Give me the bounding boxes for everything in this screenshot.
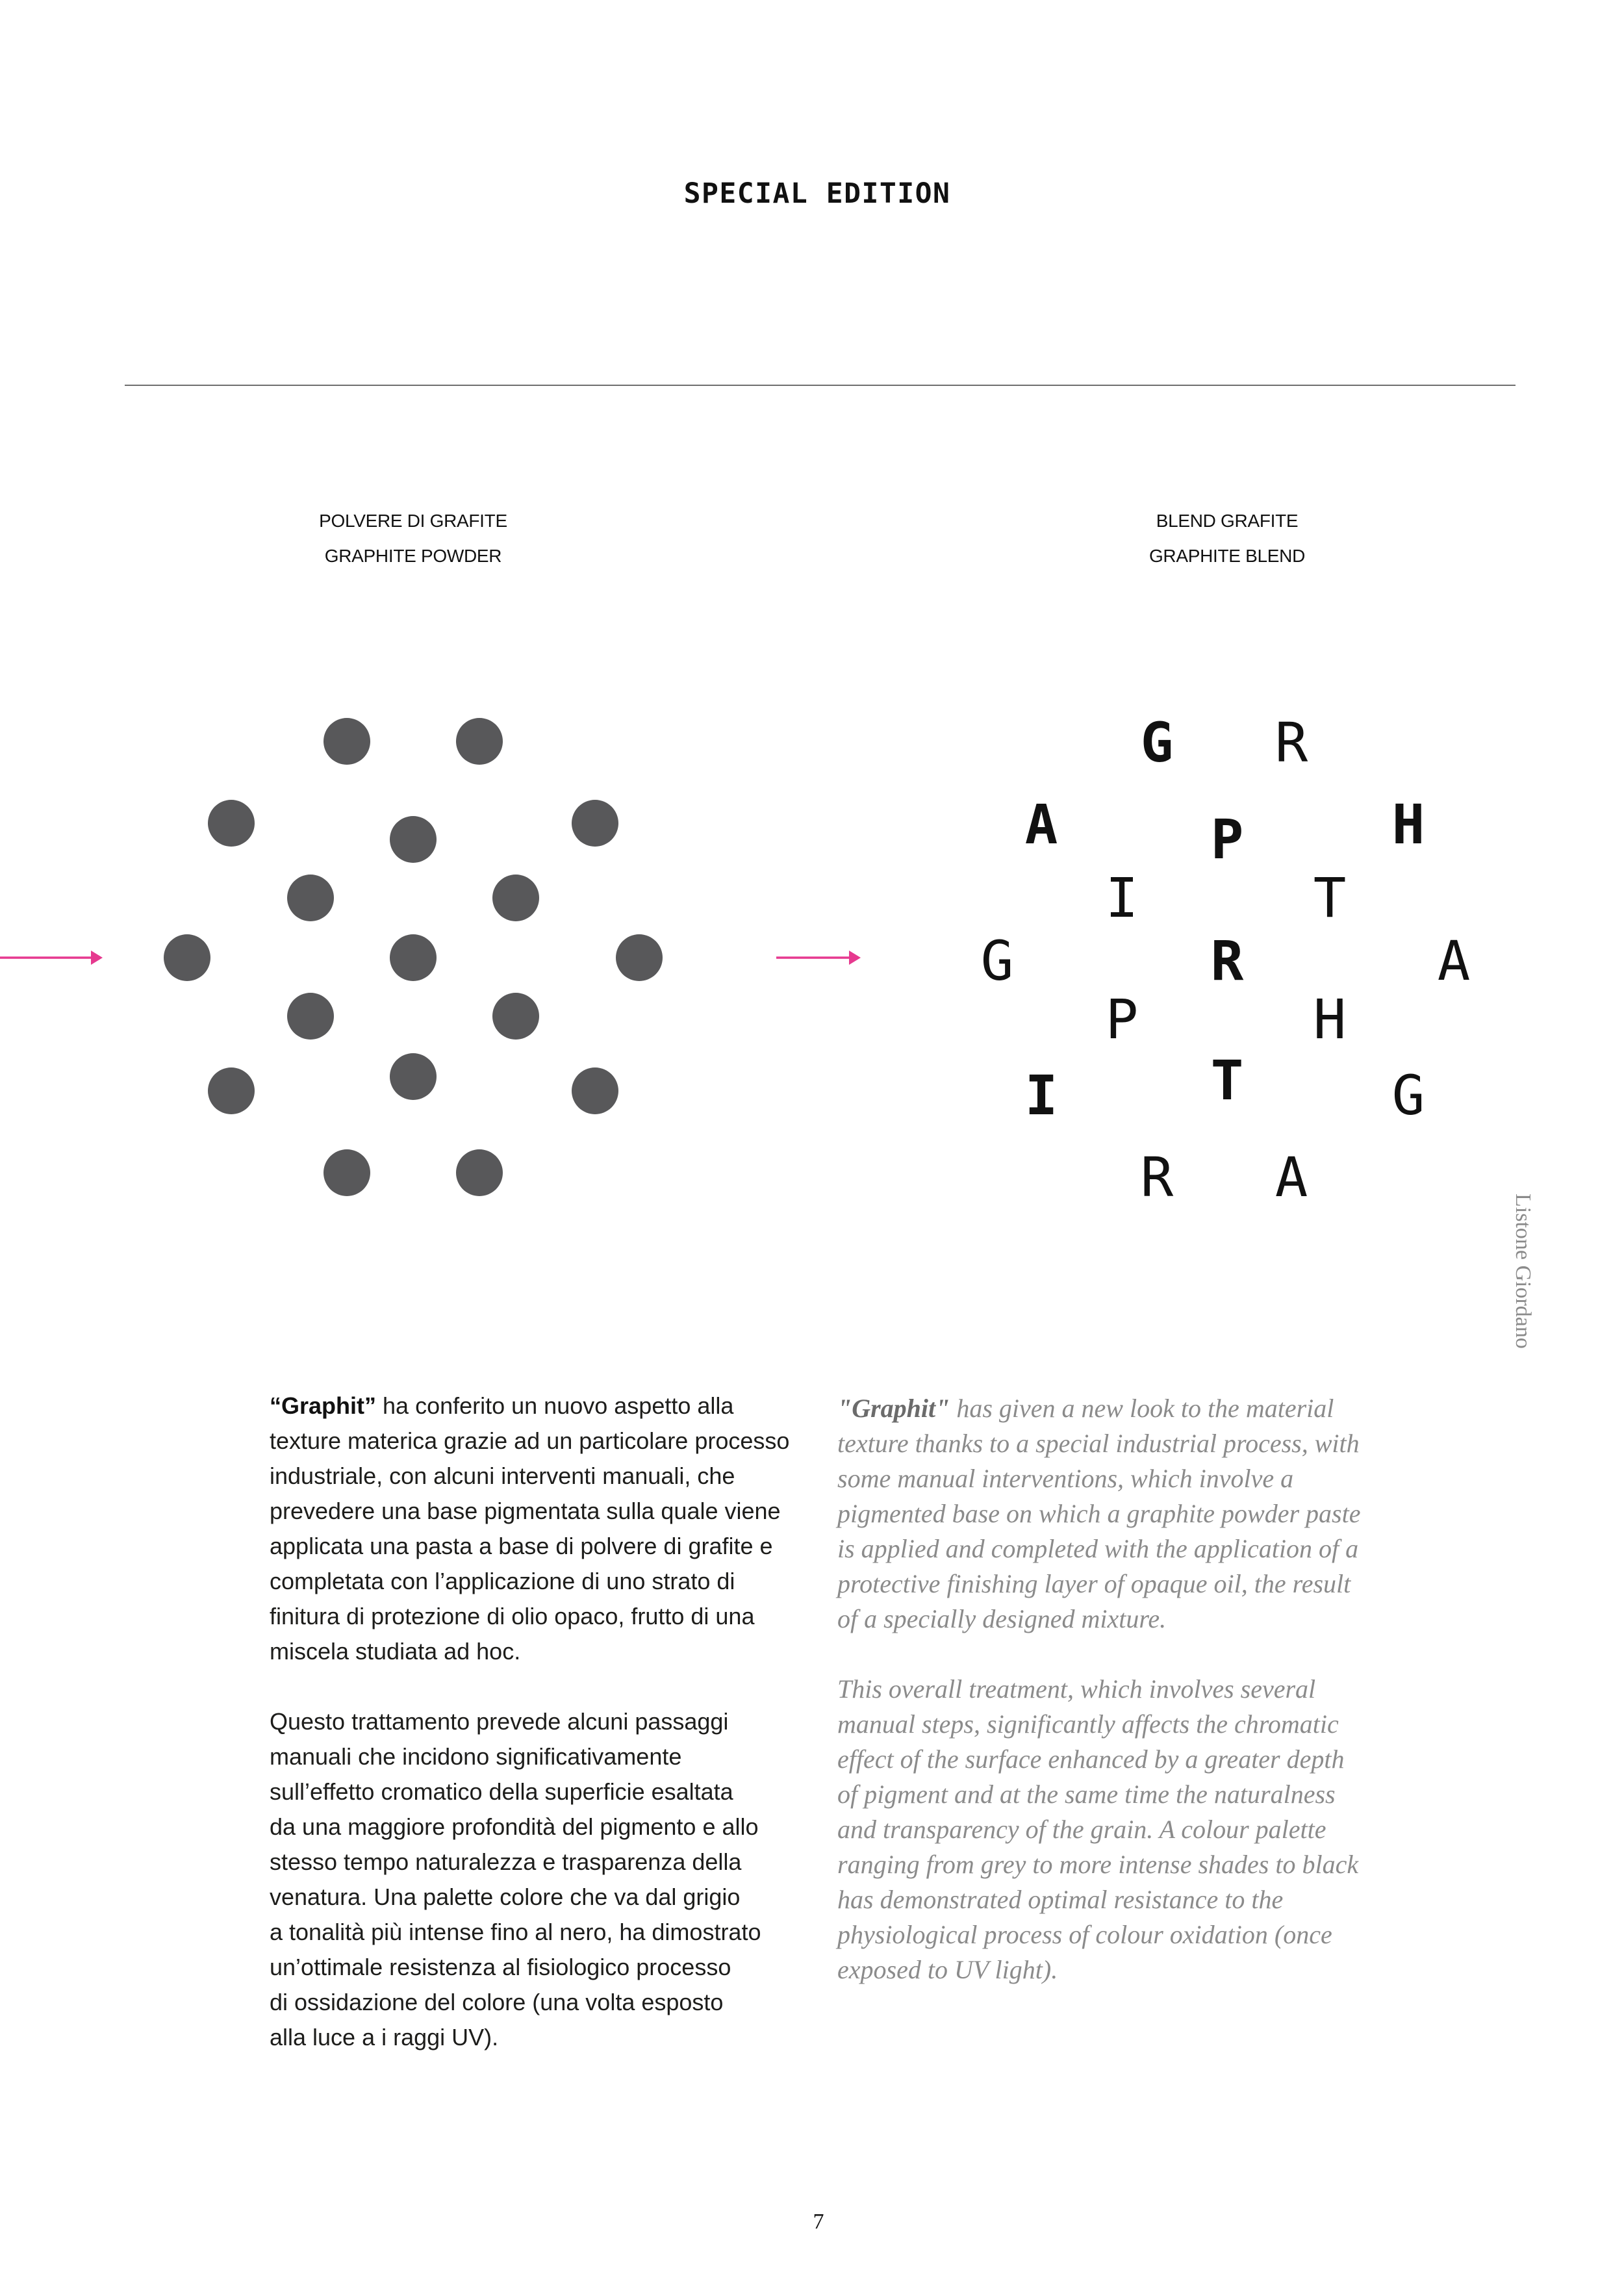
paragraph-gap	[270, 1669, 828, 1704]
text-column-italian	[270, 1388, 828, 2055]
text-line: miscela studiata ad hoc.	[270, 1638, 521, 1665]
blend-letter: H	[1313, 988, 1347, 1051]
lead-bold: “Graphit”	[270, 1392, 377, 1419]
arrow-right-icon	[773, 942, 864, 975]
divider-line	[125, 385, 1516, 386]
graphite-dot	[456, 1149, 503, 1196]
text-line: and transparency of the grain. A colour palette	[837, 1815, 1326, 1844]
text-line: This overall treatment, which involves several	[837, 1674, 1316, 1704]
graphite-dot	[287, 875, 334, 921]
text-line: effect of the surface enhanced by a greater depth	[837, 1744, 1345, 1774]
blend-letter: G	[1140, 711, 1174, 774]
blend-letter: R	[1140, 1145, 1174, 1209]
blend-label-en: GRAPHITE BLEND	[1148, 546, 1306, 566]
arrow-head	[849, 951, 861, 965]
text-line: is applied and completed with the application of a	[837, 1534, 1359, 1563]
powder-label-it: POLVERE DI GRAFITE	[319, 511, 507, 531]
powder-label	[186, 504, 641, 574]
blend-letter: G	[980, 929, 1014, 993]
graphite-powder-dots	[130, 682, 715, 1234]
graphite-dot	[287, 993, 334, 1040]
text-line: stesso tempo naturalezza e trasparenza della	[270, 1848, 742, 1875]
text-line: texture thanks to a special industrial process, with	[837, 1429, 1360, 1458]
blend-letter: A	[1024, 793, 1058, 856]
text-line	[837, 1391, 1461, 1426]
text-line: physiological process of colour oxidation (once	[837, 1920, 1332, 1949]
text-line: Questo trattamento prevede alcuni passaggi	[270, 1708, 729, 1735]
graphite-dot	[492, 993, 539, 1040]
arrow-head	[91, 951, 103, 965]
arrow-right-icon	[0, 942, 110, 975]
text-line: un’ottimale resistenza al fisiologico processo	[270, 1954, 731, 1980]
powder-label-en: GRAPHITE POWDER	[324, 546, 502, 566]
text-line: some manual interventions, which involve a	[837, 1464, 1294, 1493]
text-line: alla luce a i raggi UV).	[270, 2024, 499, 2050]
blend-label-it: BLEND GRAFITE	[1156, 511, 1299, 531]
text-line: pigmented base on which a graphite powder paste	[837, 1499, 1361, 1528]
blend-letter: R	[1210, 929, 1244, 993]
text-line: texture materica grazie ad un particolare processo	[270, 1427, 790, 1454]
text-line: completata con l’applicazione di uno strato di	[270, 1568, 735, 1594]
text-line: manual steps, significantly affects the chromatic	[837, 1709, 1339, 1739]
graphite-dot	[456, 718, 503, 765]
blend-letter: A	[1275, 1145, 1308, 1209]
blend-letter: R	[1275, 711, 1308, 774]
blend-letter: H	[1391, 793, 1425, 856]
graphite-dot	[208, 800, 255, 847]
page-title: SPECIAL EDITION	[683, 177, 951, 210]
graphite-dot	[572, 800, 618, 847]
blend-letter: I	[1105, 866, 1139, 930]
blend-label	[1000, 504, 1454, 574]
graphite-dot	[390, 934, 437, 981]
graphite-dot	[324, 1149, 370, 1196]
graphite-dot	[616, 934, 663, 981]
text-line: sull’effetto cromatico della superficie esaltata	[270, 1778, 733, 1805]
blend-letter: P	[1105, 988, 1139, 1051]
text-line	[270, 1388, 828, 1424]
page-number: 7	[813, 2210, 824, 2234]
blend-letter: T	[1210, 1049, 1244, 1112]
paragraph-gap	[837, 1637, 1461, 1672]
graphite-dot	[208, 1067, 255, 1114]
blend-letter: G	[1391, 1064, 1425, 1127]
text-line: protective finishing layer of opaque oil, the result	[837, 1569, 1351, 1598]
text-line: venatura. Una palette colore che va dal grigio	[270, 1884, 741, 1910]
text-line: of pigment and at the same time the naturalness	[837, 1780, 1336, 1809]
blend-letter: P	[1210, 808, 1244, 871]
brand-logo: Listone Giordano	[1511, 1194, 1535, 1349]
text-line: industriale, con alcuni interventi manuali, che	[270, 1463, 735, 1489]
graphite-dot	[164, 934, 210, 981]
lead-bold: "Graphit"	[837, 1394, 950, 1423]
text-line: di ossidazione del colore (una volta esposto	[270, 1989, 724, 2015]
graphite-dot	[390, 1053, 437, 1100]
text-line: a tonalità più intense fino al nero, ha dimostrato	[270, 1919, 761, 1945]
text-line: da una maggiore profondità del pigmento e allo	[270, 1813, 759, 1840]
blend-letter: T	[1313, 866, 1347, 930]
text-line-rest: has given a new look to the material	[950, 1394, 1334, 1423]
text-line: finitura di protezione di olio opaco, frutto di una	[270, 1603, 755, 1629]
text-line: exposed to UV light).	[837, 1955, 1058, 1984]
graphite-dot	[390, 816, 437, 863]
text-column-english	[837, 1391, 1461, 1987]
graphite-dot	[324, 718, 370, 765]
text-line: of a specially designed mixture.	[837, 1604, 1167, 1633]
graphite-dot	[492, 875, 539, 921]
blend-letter: A	[1437, 929, 1471, 993]
text-line: ranging from grey to more intense shades to black	[837, 1850, 1359, 1879]
text-line: applicata una pasta a base di polvere di grafite e	[270, 1533, 773, 1559]
blend-letter: I	[1024, 1064, 1058, 1127]
text-line: has demonstrated optimal resistance to the	[837, 1885, 1284, 1914]
text-line: prevedere una base pigmentata sulla quale viene	[270, 1498, 781, 1524]
text-line-rest: ha conferito un nuovo aspetto alla	[376, 1392, 734, 1419]
graphite-dot	[572, 1067, 618, 1114]
text-line: manuali che incidono significativamente	[270, 1743, 682, 1770]
